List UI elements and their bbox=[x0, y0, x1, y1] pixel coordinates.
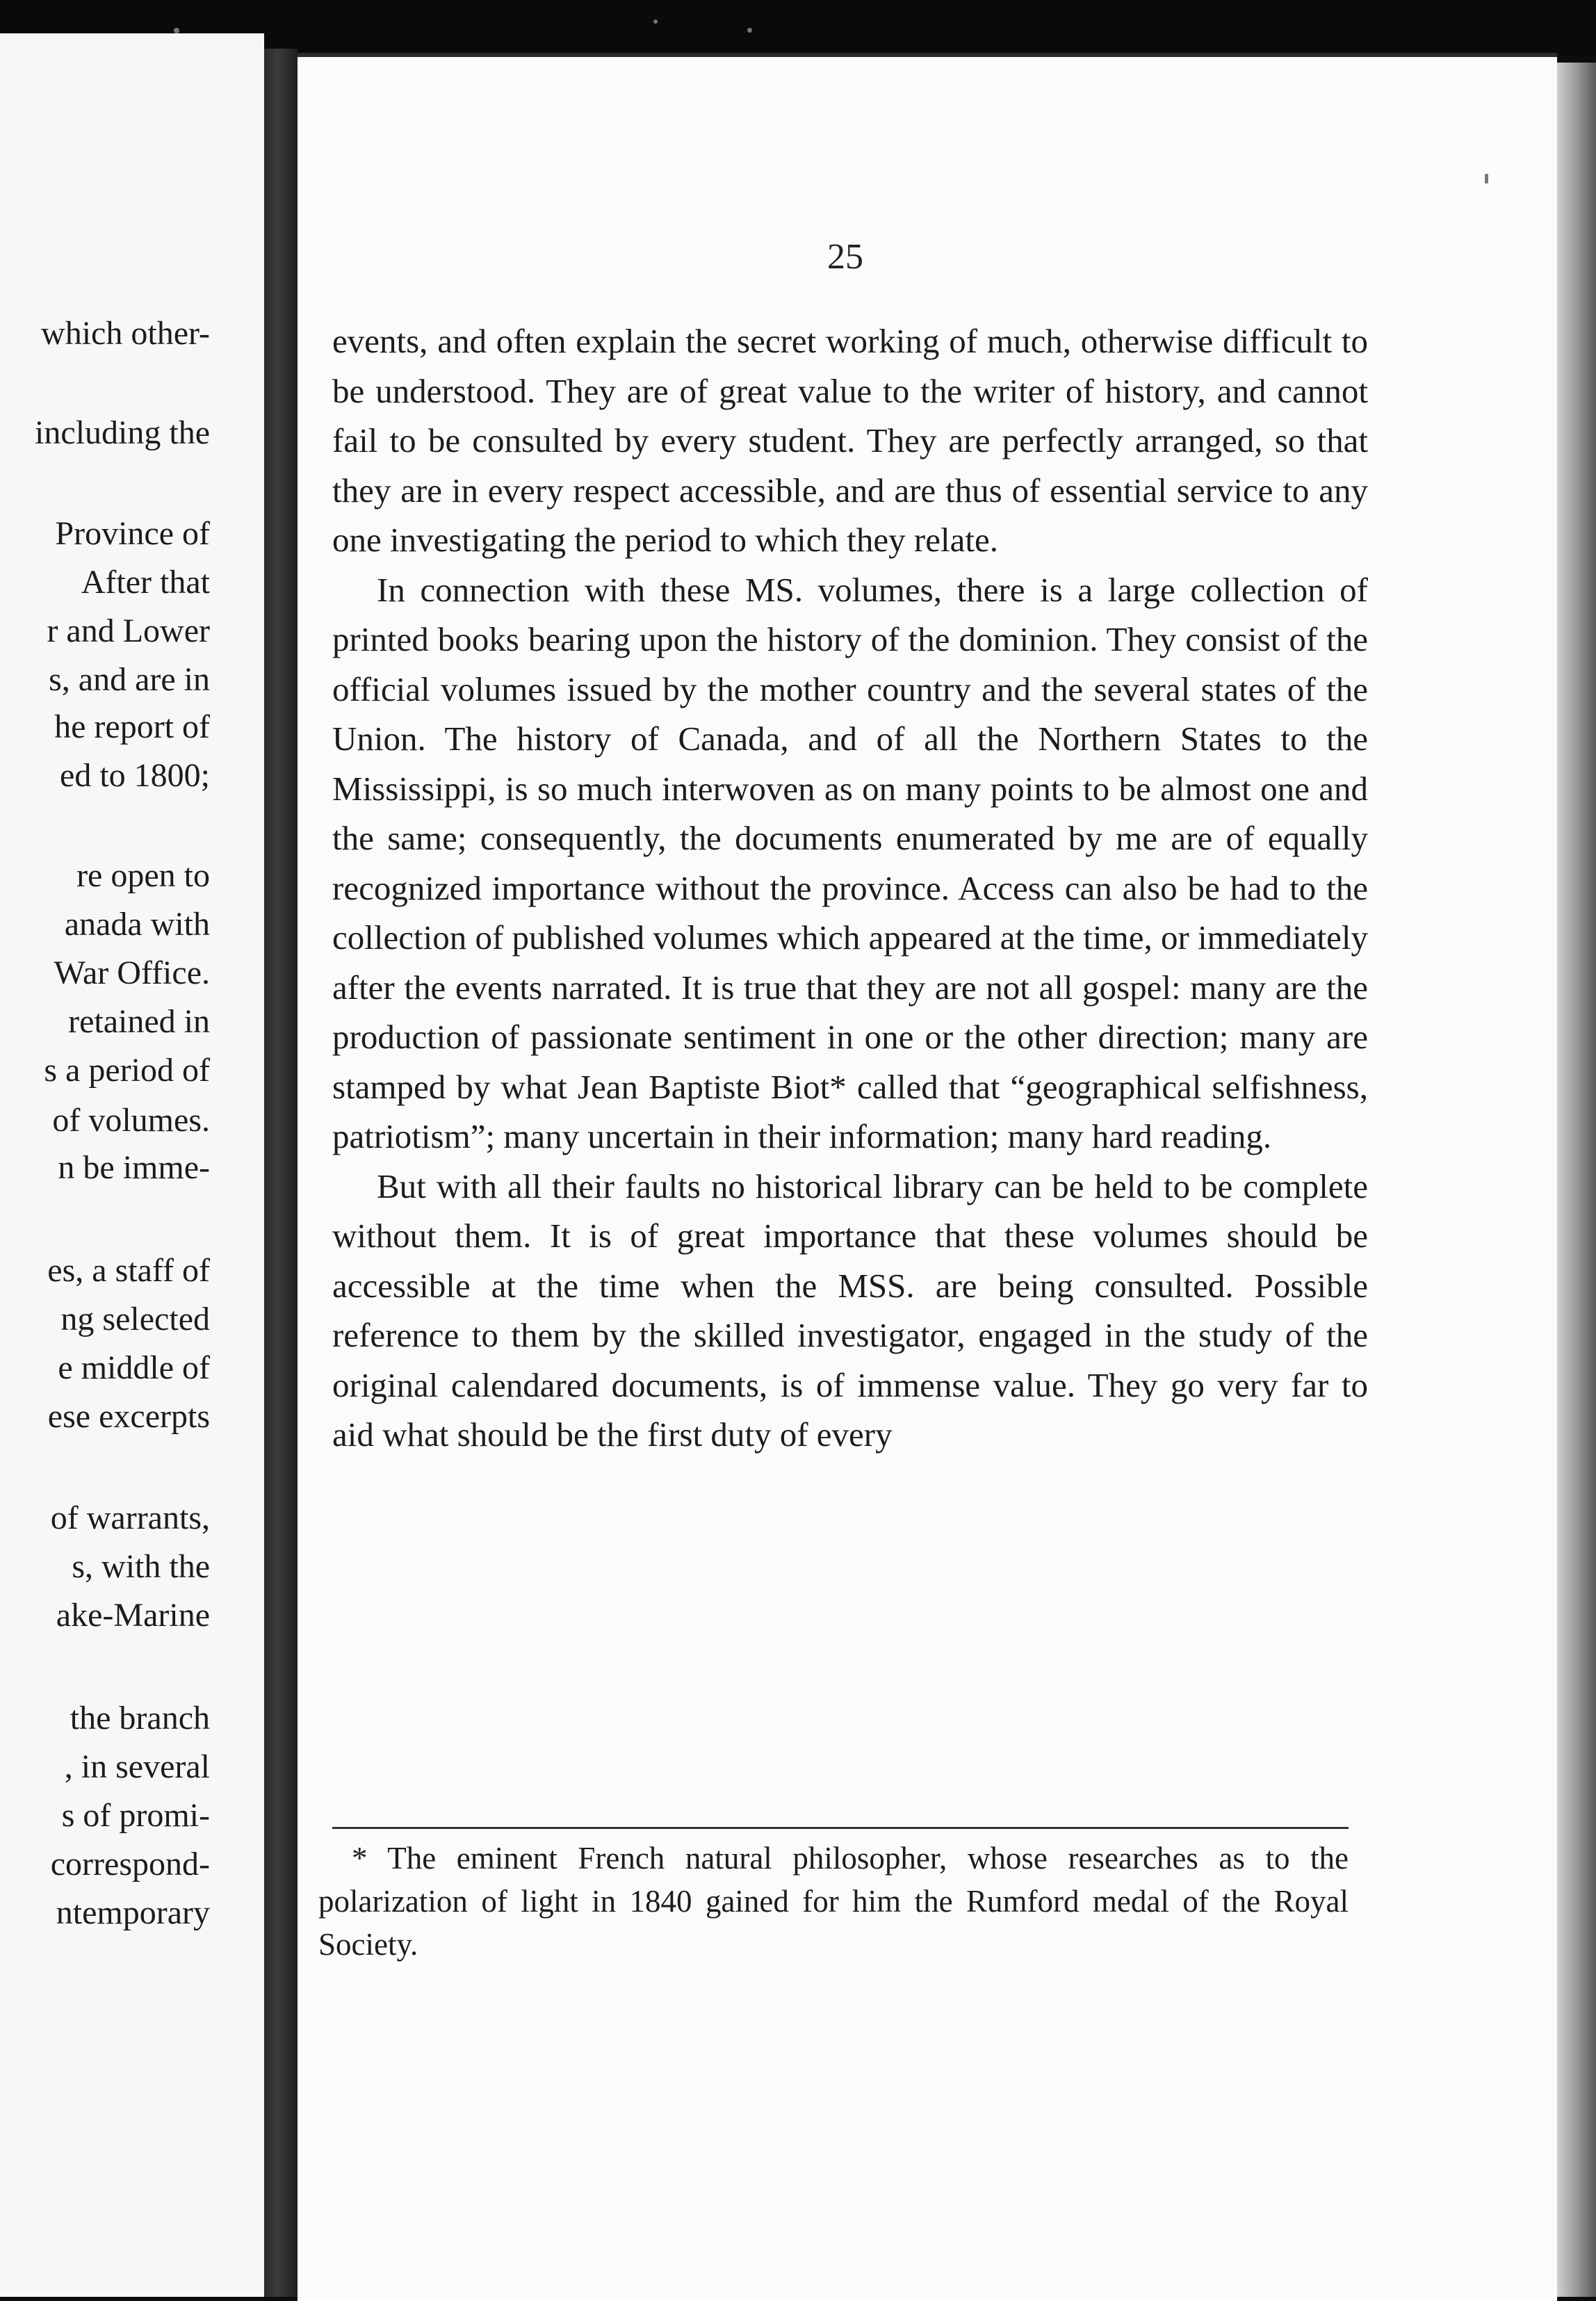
facing-page-fragment: correspond- bbox=[50, 1846, 210, 1883]
facing-page-fragment: War Office. bbox=[54, 954, 210, 991]
facing-page-fragment: ng selected bbox=[60, 1301, 210, 1337]
paragraph: In connection with these MS. volumes, there is a large collection of printed books bearing upon the history of the dominion. They consist of the official volumes issued by the mother country and the several states of the Union. The history of Canada, and of all the Northern States to the Mississippi, is so much interwoven as on many points to be almost one and the same; consequently, the documents enumerated by me are of equally recognized importance without the province. Access can also be had to the collection of published volumes which appeared at the time, or immediately after the events narrated. It is true that they are not all gospel: many are the production of passionate sentiment in one or the other direction; many are stamped by what Jean Baptiste Biot* called that “geographical selfishness, patriotism”; many uncertain in their information; many hard reading. bbox=[332, 570, 1368, 1155]
facing-page-fragment: Province of bbox=[55, 515, 210, 552]
facing-page-fragment: e middle of bbox=[58, 1349, 210, 1386]
facing-page-fragment: which other- bbox=[41, 315, 210, 352]
paragraph: But with all their faults no historical library can be held to be complete without them. It is of great importance that these volumes should be accessible at the time when the MSS. are being consulted. Possible reference to them by the skilled investigator, engaged in the study of the original calendared documents, is of immense value. They go very far to aid what should be the first duty of every bbox=[332, 1166, 1368, 1454]
facing-page-fragment: the branch bbox=[70, 1700, 210, 1737]
page-number: 25 bbox=[827, 237, 863, 277]
page-body bbox=[332, 316, 1368, 1460]
facing-page-fragment: es, a staff of bbox=[47, 1252, 210, 1289]
footnote bbox=[318, 1837, 1349, 1966]
footnote-divider bbox=[332, 1827, 1349, 1829]
facing-page-fragment: ese excerpts bbox=[47, 1398, 210, 1435]
facing-page-fragment: retained in bbox=[68, 1003, 210, 1040]
page-edge-stack bbox=[1557, 63, 1596, 2297]
facing-page-fragment: re open to bbox=[76, 857, 210, 894]
facing-page-fragment: he report of bbox=[54, 708, 210, 745]
book-gutter bbox=[264, 49, 298, 2297]
facing-page-fragment: After that bbox=[81, 564, 210, 601]
footnote-text: * The eminent French natural philosopher, whose researches as to the polarization of light in 1840 gained for him the Rumford medal of the Royal Society. bbox=[318, 1841, 1349, 1962]
facing-page-fragment: r and Lower bbox=[47, 612, 210, 649]
facing-page-fragment: s, and are in bbox=[49, 661, 210, 698]
paragraph-continued: events, and often explain the secret working of much, otherwise difficult to be understood. They are of great value to the writer of history, and cannot fail to be consulted by every student. They are perfectly arranged, so that they are in every respect accessible, and are thus of essential service to any one investigating the period to which they relate. bbox=[332, 322, 1368, 559]
facing-page-fragment: n be imme- bbox=[58, 1149, 210, 1186]
facing-page-fragment: anada with bbox=[64, 906, 210, 943]
facing-page-fragment: , in several bbox=[64, 1748, 210, 1785]
facing-page-fragment: of volumes. bbox=[52, 1102, 210, 1139]
facing-page-fragment: including the bbox=[35, 414, 210, 451]
facing-page-left bbox=[0, 33, 264, 2297]
facing-page-fragment: of warrants, bbox=[50, 1499, 210, 1536]
facing-page-fragment: ed to 1800; bbox=[60, 757, 210, 794]
facing-page-fragment: s of promi- bbox=[61, 1797, 210, 1834]
facing-page-fragment: s a period of bbox=[44, 1052, 210, 1089]
facing-page-fragment: ake-Marine bbox=[56, 1597, 210, 1634]
facing-page-fragment: ntemporary bbox=[56, 1894, 210, 1931]
facing-page-fragment: s, with the bbox=[72, 1548, 210, 1585]
